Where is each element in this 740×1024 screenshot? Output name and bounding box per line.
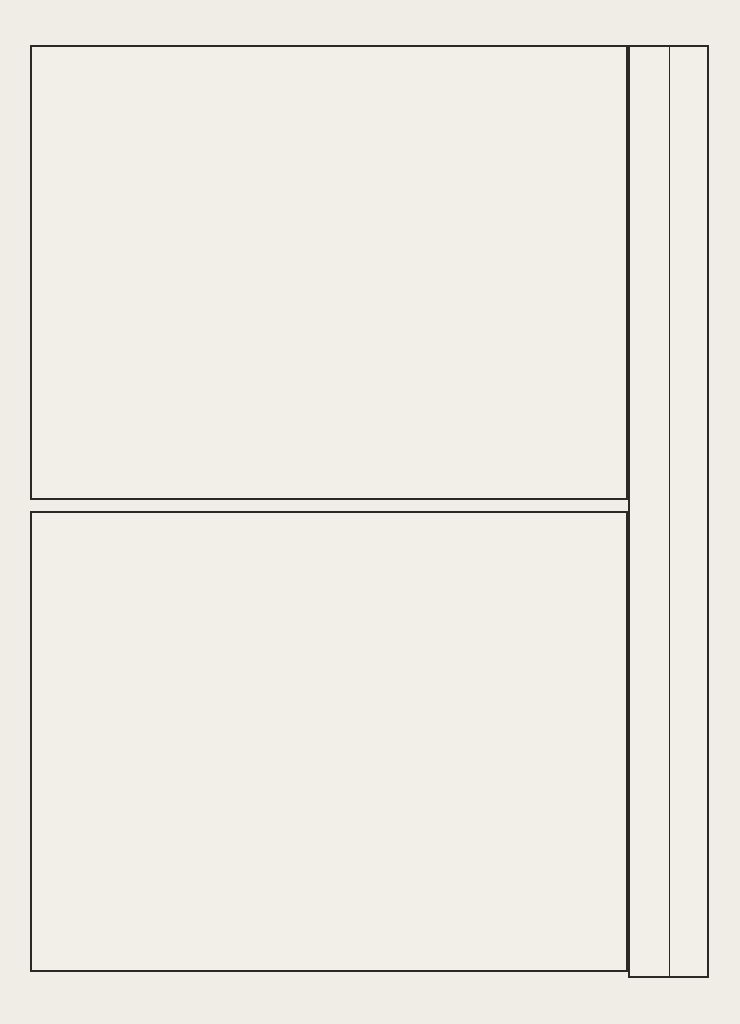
corps-officers-table <box>30 511 628 972</box>
right-margin-titles <box>628 45 709 978</box>
section-title-column <box>669 47 708 976</box>
subsection-title-column <box>630 47 669 976</box>
headquarters-officers-table <box>30 45 628 500</box>
